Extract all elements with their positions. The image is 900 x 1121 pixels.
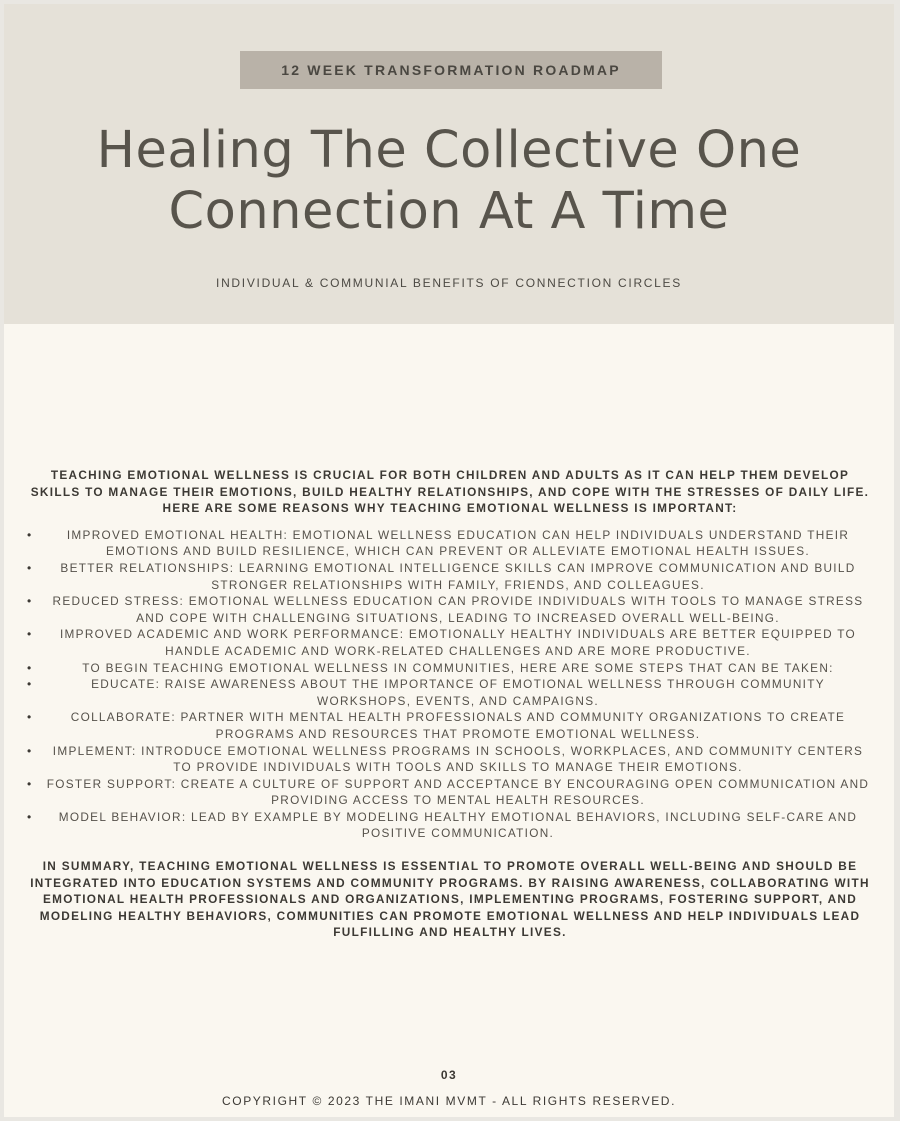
document-page: [4, 4, 894, 1117]
bullet-icon: •: [27, 627, 33, 642]
list-item: [28, 676, 872, 709]
bullet-icon: •: [27, 594, 33, 609]
page-subtitle: INDIVIDUAL & COMMUNIAL BENEFITS OF CONNECTION CIRCLES: [216, 276, 682, 290]
list-item-text: IMPROVED EMOTIONAL HEALTH: EMOTIONAL WELLNESS EDUCATION CAN HELP INDIVIDUALS UNDERSTAND THEIR EMOTIONS AND BUILD RESILIENCE, WHICH CAN PREVENT OR ALLEVIATE EMOTIONAL HEALTH ISSUES.: [66, 527, 850, 559]
list-item-text: EDUCATE: RAISE AWARENESS ABOUT THE IMPORTANCE OF EMOTIONAL WELLNESS THROUGH COMMUNITY WORKSHOPS, EVENTS, AND CAMPAIGNS.: [91, 677, 825, 708]
list-item-text: IMPROVED ACADEMIC AND WORK PERFORMANCE: EMOTIONALLY HEALTHY INDIVIDUALS ARE BETTER EQUIPPED TO HANDLE ACADEMIC AND WORK-RELATED CHALLENGES AND ARE MORE PRODUCTIVE.: [59, 627, 857, 658]
copyright-notice: COPYRIGHT © 2023 THE IMANI MVMT - ALL RIGHTS RESERVED.: [222, 1094, 676, 1108]
list-item: [28, 743, 872, 776]
body-content: [28, 467, 872, 941]
bullet-icon: •: [27, 743, 33, 758]
bullet-icon: •: [27, 776, 33, 791]
list-item: [28, 593, 872, 626]
bullet-list: [28, 527, 872, 842]
bullet-icon: •: [27, 677, 33, 692]
roadmap-badge: 12 WEEK TRANSFORMATION ROADMAP: [240, 51, 662, 89]
list-item-text: COLLABORATE: PARTNER WITH MENTAL HEALTH PROFESSIONALS AND COMMUNITY ORGANIZATIONS TO CREATE PROGRAMS AND RESOURCES THAT PROMOTE EMOTIONAL WELLNESS.: [70, 710, 846, 741]
header-banner: [4, 4, 894, 324]
list-item-text: FOSTER SUPPORT: CREATE A CULTURE OF SUPPORT AND ACCEPTANCE BY ENCOURAGING OPEN COMMUNICATION AND PROVIDING ACCESS TO MENTAL HEALTH RESOURCES.: [46, 776, 870, 808]
page-title-line-1: Healing The Collective One: [96, 121, 802, 180]
list-item: [28, 809, 872, 842]
summary-paragraph: IN SUMMARY, TEACHING EMOTIONAL WELLNESS IS ESSENTIAL TO PROMOTE OVERALL WELL-BEING AND SHOULD BE INTEGRATED INTO EDUCATION SYSTEMS AND COMMUNITY PROGRAMS. BY RAISING AWARENESS, COLLABORATING WITH EMOTIONAL HEALTH PROFESSIONALS AND ORGANIZATIONS, IMPLEMENTING PROGRAMS, FOSTERING SUPPORT, AND MODELING HEALTHY BEHAVIORS, COMMUNITIES CAN PROMOTE EMOTIONAL WELLNESS AND HELP INDIVIDUALS LEAD FULFILLING AND HEALTHY LIVES.: [30, 859, 870, 940]
page-title: [4, 120, 894, 242]
list-item: [28, 626, 872, 659]
list-item: [28, 660, 872, 677]
bullet-icon: •: [27, 710, 33, 725]
bullet-icon: •: [27, 660, 33, 675]
list-item-text: IMPLEMENT: INTRODUCE EMOTIONAL WELLNESS PROGRAMS IN SCHOOLS, WORKPLACES, AND COMMUNITY CENTERS TO PROVIDE INDIVIDUALS WITH TOOLS AND SKILLS TO MANAGE THEIR EMOTIONS.: [52, 743, 864, 775]
page-title-line-2: Connection At A Time: [168, 182, 730, 241]
list-item-text: REDUCED STRESS: EMOTIONAL WELLNESS EDUCATION CAN PROVIDE INDIVIDUALS WITH TOOLS TO MANAGE STRESS AND COPE WITH CHALLENGING SITUATIONS, LEADING TO INCREASED OVERALL WELL-BEING.: [52, 594, 864, 625]
list-item: [28, 709, 872, 742]
list-item: [28, 527, 872, 560]
page-number: 03: [440, 1068, 458, 1082]
list-item-text: TO BEGIN TEACHING EMOTIONAL WELLNESS IN COMMUNITIES, HERE ARE SOME STEPS THAT CAN BE TAKEN:: [82, 660, 834, 675]
bullet-icon: •: [27, 809, 33, 824]
list-item: [28, 776, 872, 809]
bullet-icon: •: [27, 527, 33, 542]
intro-paragraph: TEACHING EMOTIONAL WELLNESS IS CRUCIAL FOR BOTH CHILDREN AND ADULTS AS IT CAN HELP THEM DEVELOP SKILLS TO MANAGE THEIR EMOTIONS, BUILD HEALTHY RELATIONSHIPS, AND COPE WITH THE STRESSES OF DAILY LIFE. HERE ARE SOME REASONS WHY TEACHING EMOTIONAL WELLNESS IS IMPORTANT:: [30, 468, 870, 516]
list-item-text: MODEL BEHAVIOR: LEAD BY EXAMPLE BY MODELING HEALTHY EMOTIONAL BEHAVIORS, INCLUDING SELF-CARE AND POSITIVE COMMUNICATION.: [58, 809, 858, 841]
bullet-icon: •: [27, 560, 33, 575]
list-item: [28, 560, 872, 593]
list-item-text: BETTER RELATIONSHIPS: LEARNING EMOTIONAL INTELLIGENCE SKILLS CAN IMPROVE COMMUNICATION AND BUILD STRONGER RELATIONSHIPS WITH FAMILY, FRIENDS, AND COLLEAGUES.: [60, 560, 856, 592]
